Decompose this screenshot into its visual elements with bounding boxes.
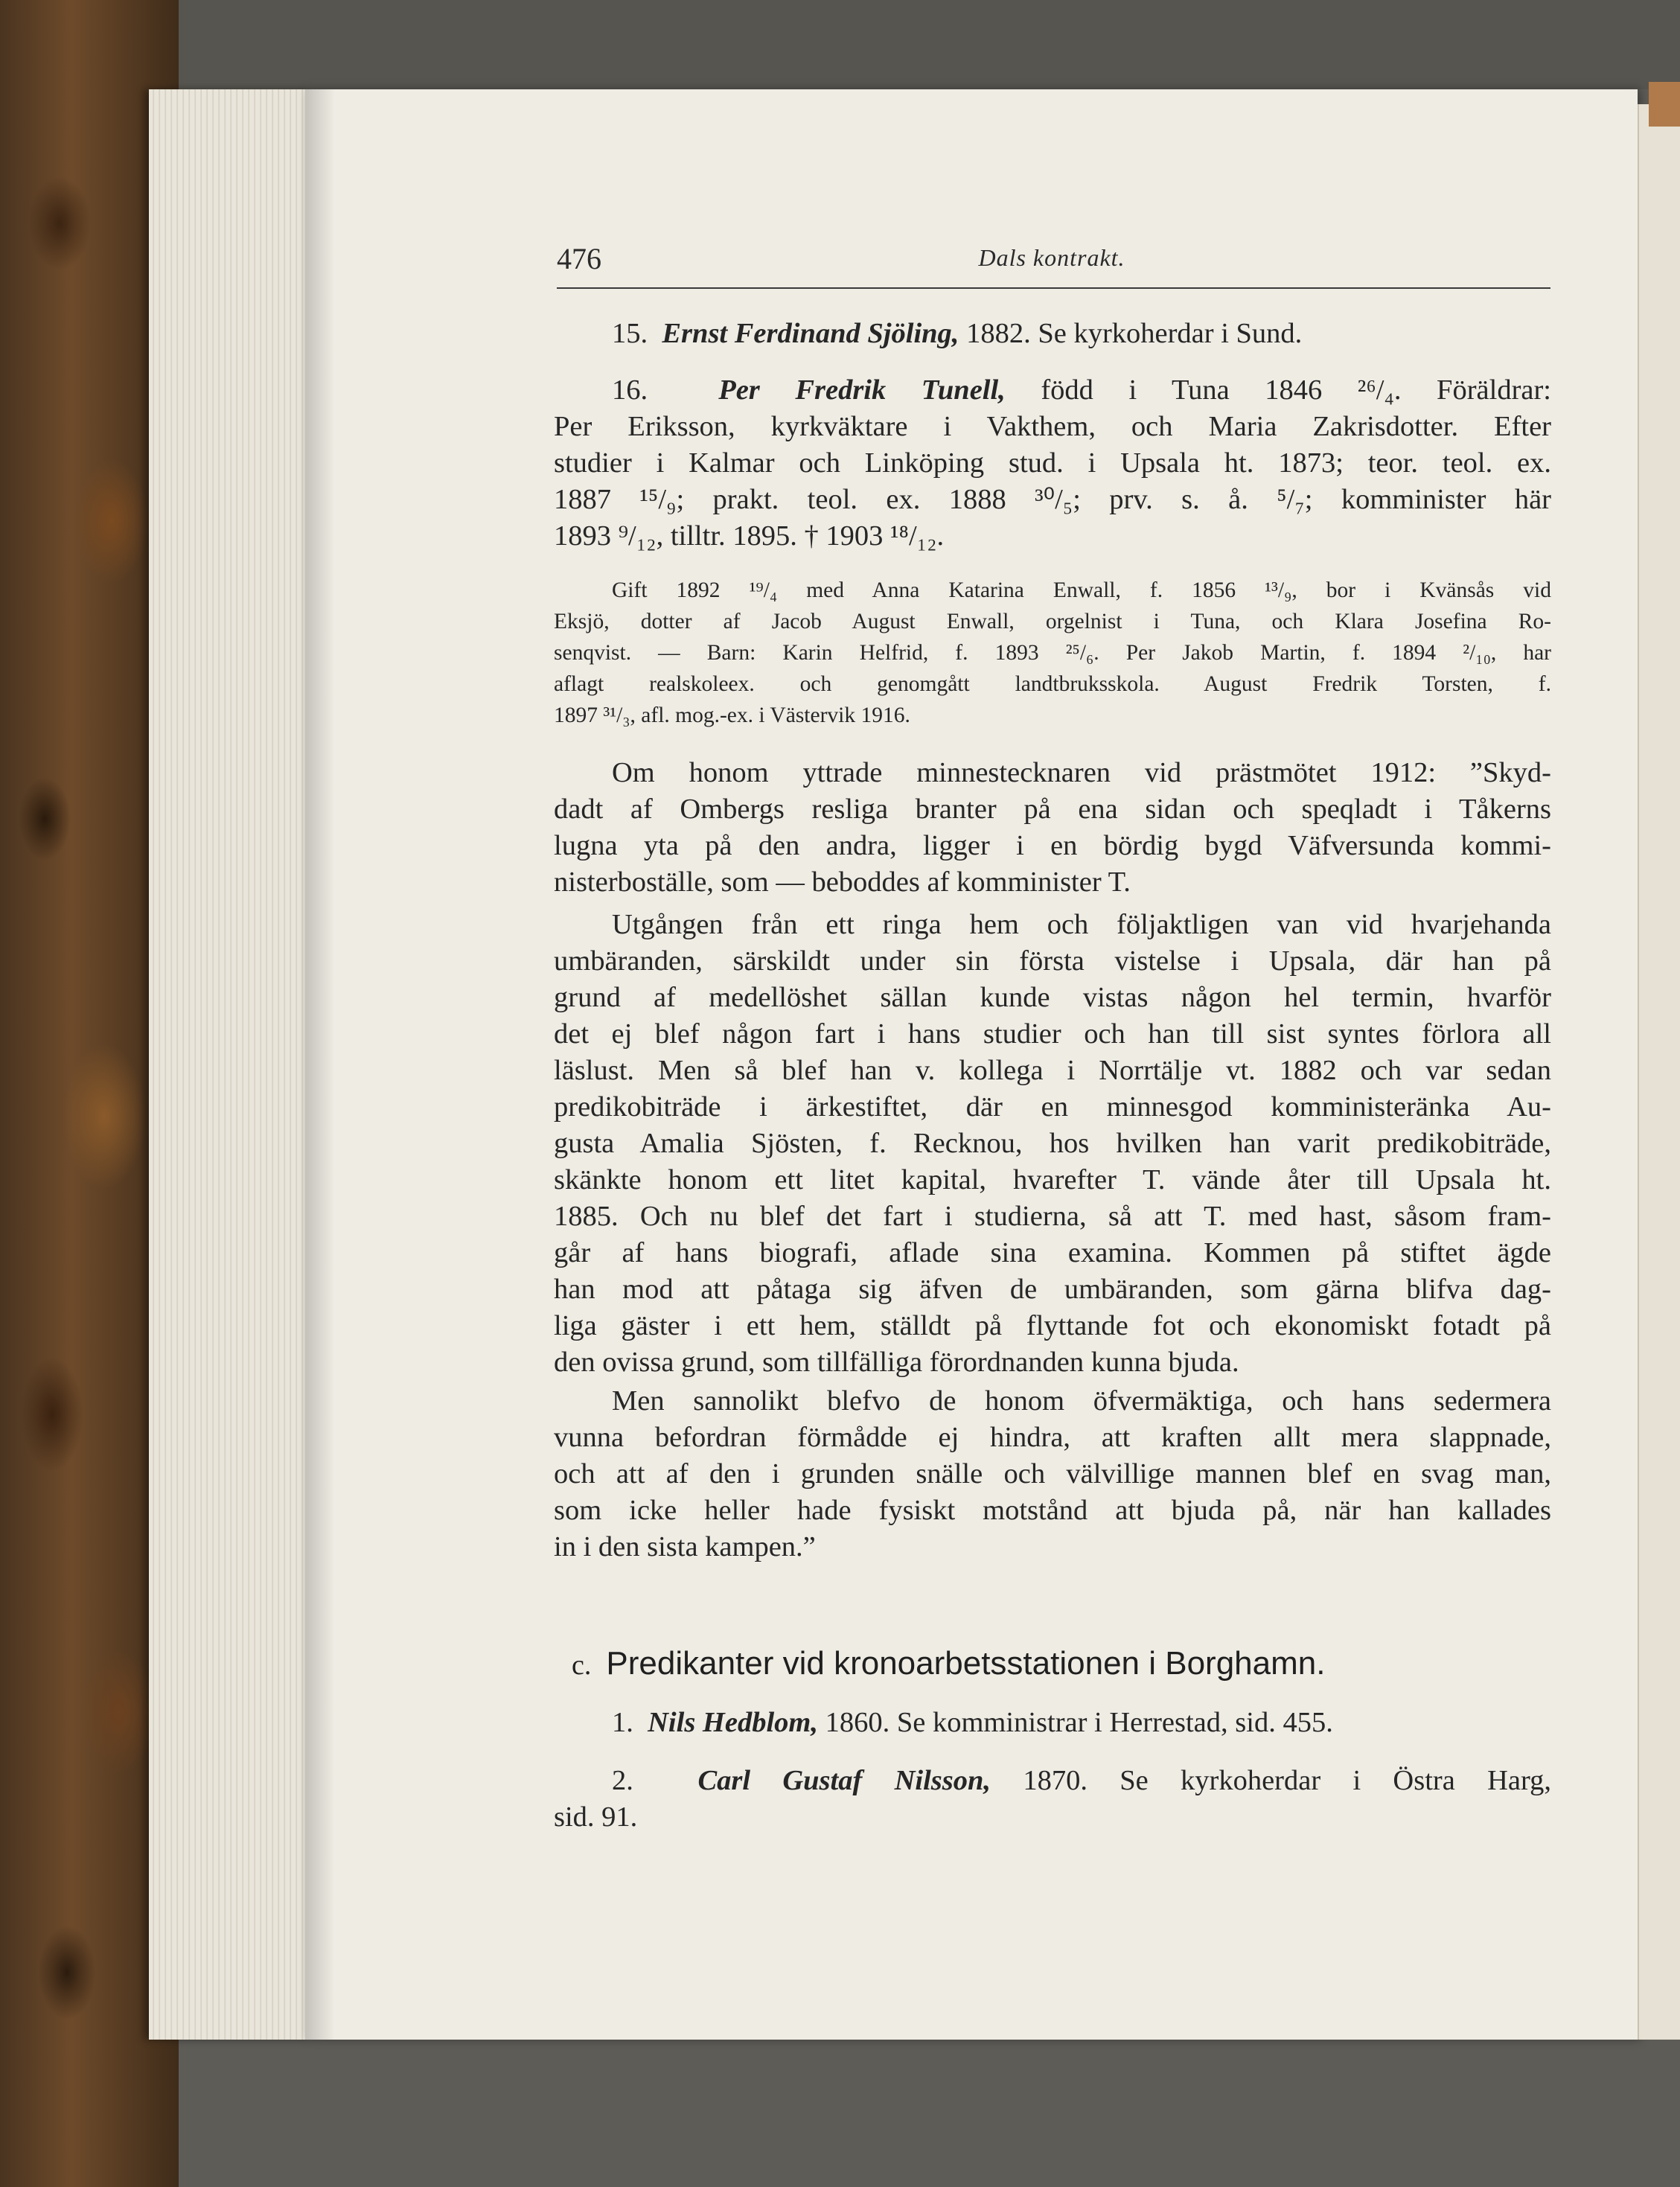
entry-text: född i Tuna 1846 ²⁶/₄. Föräldrar:	[1005, 374, 1551, 406]
entry-16-line-5: 1893 ⁹/₁₂, tilltr. 1895. † 1903 ¹⁸/₁₂.	[554, 520, 945, 552]
paragraph-line: gusta Amalia Sjösten, f. Recknou, hos hvilken han varit predikobiträde,	[554, 1128, 1551, 1159]
section-entry-line	[554, 1705, 1551, 1741]
paragraph-line: predikobiträde i ärkestiftet, där en minnesgod komministeränka Au-	[554, 1091, 1551, 1123]
page-edges	[149, 89, 313, 2040]
paragraph-line: som icke heller hade fysiskt motstånd att bjuda på, när han kallades	[554, 1495, 1551, 1526]
paragraph-3	[554, 1383, 1551, 1565]
person-name: Ernst Ferdinand Sjöling,	[662, 318, 959, 349]
entry-16-line-2: Per Eriksson, kyrkväktare i Vakthem, och Maria Zakrisdotter. Efter	[554, 411, 1551, 442]
entry-text: 1860. Se komministrar i Herrestad, sid. 455.	[817, 1707, 1333, 1738]
section-label: c.	[572, 1650, 592, 1681]
paragraph-line: och att af den i grunden snälle och välvillige mannen blef en svag man,	[554, 1458, 1551, 1490]
page-gutter-shadow	[305, 89, 335, 2040]
entry-16	[554, 372, 1551, 555]
section-heading	[572, 1645, 1551, 1682]
entry-number: 1.	[612, 1707, 633, 1738]
family-note	[554, 575, 1551, 731]
entry-15-line	[554, 316, 1551, 352]
paragraph-line: Utgången från ett ringa hem och följaktligen van vid hvarjehanda	[612, 909, 1551, 940]
section-entry-line	[554, 1763, 1551, 1799]
running-title: Dals kontrakt.	[978, 244, 1125, 271]
entry-number: 2.	[612, 1765, 633, 1796]
person-name: Nils Hedblom,	[648, 1707, 818, 1738]
family-note-line: Eksjö, dotter af Jacob August Enwall, orgelnist i Tuna, och Klara Josefina Ro-	[554, 610, 1551, 633]
person-name: Per Fredrik Tunell,	[718, 374, 1006, 406]
section-entry-2	[554, 1763, 1551, 1836]
paragraph-line: går af hans biografi, aflade sina examina. Kommen på stiftet ägde	[554, 1237, 1551, 1268]
paragraph-line: det ej blef någon fart i hans studier och han till sist syntes förlora all	[554, 1018, 1551, 1050]
paragraph-line: Men sannolikt blefvo de honom öfvermäktiga, och hans sedermera	[612, 1385, 1551, 1417]
paragraph-line: skänkte honom ett litet kapital, hvarefter T. vände åter till Upsala ht.	[554, 1164, 1551, 1195]
section-title: Predikanter vid kronoarbetsstationen i Borghamn.	[606, 1645, 1326, 1682]
page-header	[557, 237, 1547, 287]
paragraph-line: 1885. Och nu blef det fart i studierna, så att T. med hast, såsom fram-	[554, 1201, 1551, 1232]
paragraph-line: läslust. Men så blef han v. kollega i Norrtälje vt. 1882 och var sedan	[554, 1055, 1551, 1086]
paragraph-1	[554, 755, 1551, 901]
entry-16-line-3: studier i Kalmar och Linköping stud. i Upsala ht. 1873; teor. teol. ex.	[554, 447, 1551, 479]
entry-16-line-4: 1887 ¹⁵/₉; prakt. teol. ex. 1888 ³⁰/₅; prv. s. å. ⁵/₇; komminister här	[554, 484, 1551, 515]
family-note-line: 1897 ³¹/₃, afl. mog.-ex. i Västervik 1916.	[554, 703, 910, 727]
background	[0, 0, 1680, 89]
facing-page-edge	[1638, 104, 1680, 2040]
person-name: Carl Gustaf Nilsson,	[697, 1765, 991, 1796]
paragraph-line: liga gäster i ett hem, ställdt på flyttande fot och ekonomiskt fotadt på	[554, 1310, 1551, 1341]
paragraph-line: umbäranden, särskildt under sin första vistelse i Upsala, där han på	[554, 945, 1551, 977]
bookmark-strip	[1649, 82, 1680, 127]
entry-15	[554, 316, 1551, 352]
paragraph-line: nisterboställe, som — beboddes af komminister T.	[554, 866, 1131, 898]
paragraph-line: vunna befordran förmådde ej hindra, att kraften allt mera slappnade,	[554, 1422, 1551, 1453]
paragraph-line: den ovissa grund, som tillfälliga förordnanden kunna bjuda.	[554, 1347, 1239, 1378]
entry-number: 15.	[612, 318, 648, 349]
paragraph-line: grund af medellöshet sällan kunde vistas någon hel termin, hvarför	[554, 982, 1551, 1013]
entry-16-line-1	[554, 372, 1551, 409]
entry-number: 16.	[612, 374, 648, 406]
paragraph-line: in i den sista kampen.”	[554, 1531, 816, 1562]
family-note-line: senqvist. — Barn: Karin Helfrid, f. 1893 ²⁵/₆. Per Jakob Martin, f. 1894 ²/₁₀, har	[554, 641, 1551, 665]
page-number: 476	[557, 242, 601, 275]
entry-text: 1882. Se kyrkoherdar i Sund.	[959, 318, 1303, 349]
paragraph-line: Om honom yttrade minnestecknaren vid prästmötet 1912: ”Skyd-	[612, 757, 1551, 788]
paragraph-line: lugna yta på den andra, ligger i en bördig bygd Väfversunda kommi-	[554, 830, 1551, 861]
entry-text: 1870. Se kyrkoherdar i Östra Harg,	[991, 1765, 1551, 1796]
family-note-line: aflagt realskoleex. och genomgått landtbruksskola. August Fredrik Torsten, f.	[554, 672, 1551, 696]
paragraph-line: dadt af Ombergs resliga branter på ena sidan och speqladt i Tåkerns	[554, 794, 1551, 825]
section-entry-1	[554, 1705, 1551, 1741]
paragraph-2	[554, 907, 1551, 1381]
family-note-line: Gift 1892 ¹⁹/₄ med Anna Katarina Enwall, f. 1856 ¹³/₉, bor i Kvänsås vid	[612, 578, 1551, 602]
header-rule	[557, 287, 1550, 289]
section-entry-line: sid. 91.	[554, 1801, 638, 1833]
paragraph-line: han mod att påtaga sig äfven de umbäranden, som gärna blifva dag-	[554, 1274, 1551, 1305]
